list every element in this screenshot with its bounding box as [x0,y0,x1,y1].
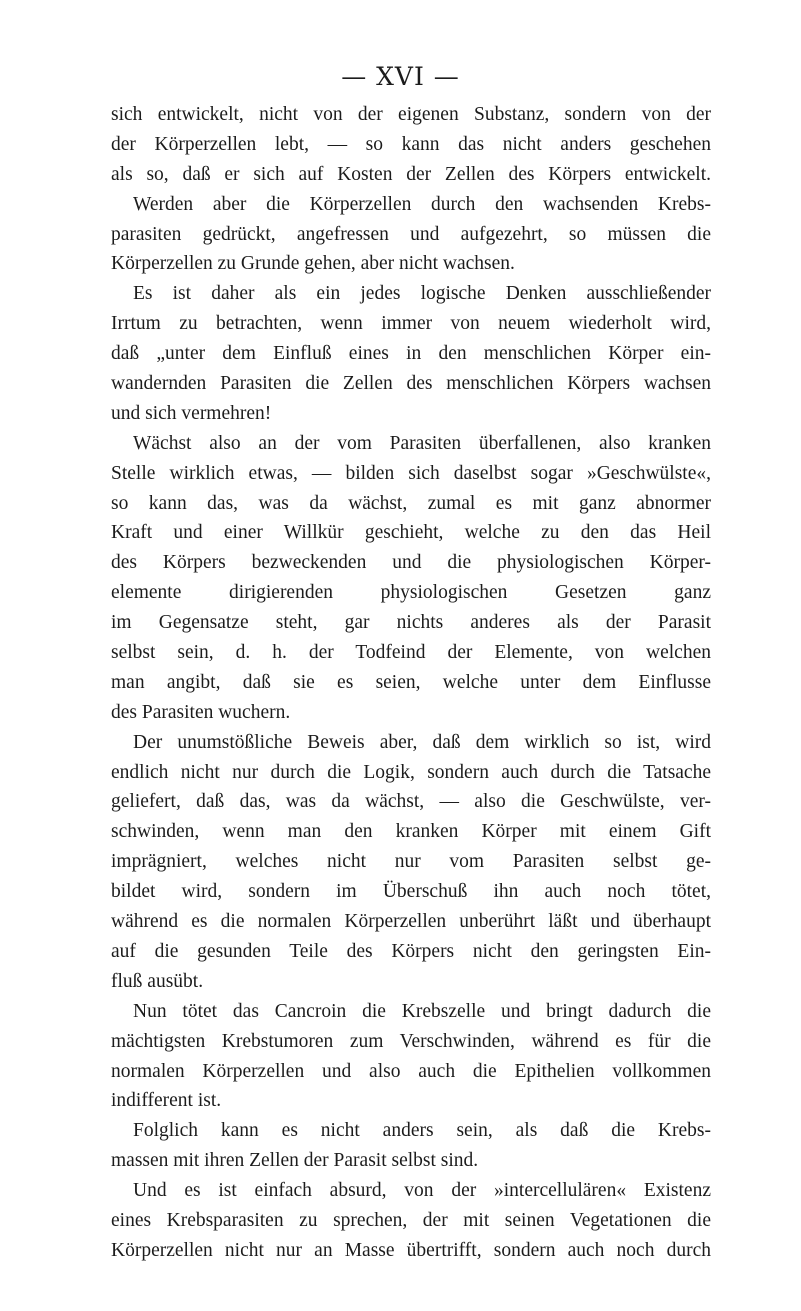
page-number-header: — XVI — [341,62,460,91]
text-line: Nun tötet das Cancroin die Krebszelle und bringt dadurch die [133,1000,711,1022]
text-line: im Gegensatze steht, gar nichts anderes als der Parasit [111,612,711,634]
text-line: so kann das, was da wächst, zumal es mit ganz abnormer [111,492,711,514]
text-line: und sich vermehren! [111,402,272,424]
text-line: Stelle wirklich etwas, — bilden sich daselbst sogar »Geschwülste«, [111,462,711,484]
text-line: des Körpers bezweckenden und die physiologischen Körper- [111,552,711,574]
text-line: während es die normalen Körperzellen unberührt läßt und überhaupt [111,911,711,933]
text-line: des Parasiten wuchern. [111,701,291,723]
text-line: fluß ausübt. [111,970,204,992]
text-line: daß „unter dem Einfluß eines in den menschlichen Körper ein- [111,343,711,365]
text-line: massen mit ihren Zellen der Parasit selbst sind. [111,1150,479,1172]
text-line: selbst sein, d. h. der Todfeind der Elemente, von welchen [111,642,711,664]
text-line: Und es ist einfach absurd, von der »intercellulären« Existenz [133,1180,711,1202]
text-line: sich entwickelt, nicht von der eigenen Substanz, sondern von der [111,104,711,125]
text-line: normalen Körperzellen und also auch die Epithelien vollkommen [111,1060,711,1082]
text-line: wandernden Parasiten die Zellen des menschlichen Körpers wachsen [111,373,711,395]
text-line: indifferent ist. [111,1090,222,1112]
body-text [111,100,711,1266]
text-line: Körperzellen zu Grunde gehen, aber nicht wachsen. [111,253,515,275]
text-line: als so, daß er sich auf Kosten der Zellen des Körpers entwickelt. [111,163,711,185]
text-line: auf die gesunden Teile des Körpers nicht den geringsten Ein- [111,940,711,962]
text-line: parasiten gedrückt, angefressen und aufgezehrt, so müssen die [111,223,711,245]
text-line: Körperzellen nicht nur an Masse übertrifft, sondern auch noch durch [111,1239,711,1261]
text-line: Werden aber die Körperzellen durch den wachsenden Krebs- [133,193,711,215]
text-line: Wächst also an der vom Parasiten überfallenen, also kranken [133,432,711,454]
text-line: man angibt, daß sie es seien, welche unter dem Einflusse [111,671,711,693]
text-line: bildet wird, sondern im Überschuß ihn auch noch tötet, [111,881,711,903]
text-line: imprägniert, welches nicht nur vom Parasiten selbst ge- [111,851,711,873]
text-line: Es ist daher als ein jedes logische Denken ausschließender [133,283,711,305]
text-line: mächtigsten Krebstumoren zum Verschwinden, während es für die [111,1030,711,1052]
text-line: eines Krebsparasiten zu sprechen, der mit seinen Vegetationen die [111,1209,711,1231]
text-line: der Körperzellen lebt, — so kann das nicht anders geschehen [111,133,711,155]
text-line: elemente dirigierenden physiologischen Gesetzen ganz [111,582,711,604]
text-line: Folglich kann es nicht anders sein, als daß die Krebs- [133,1120,711,1142]
text-line: Irrtum zu betrachten, wenn immer von neuem wiederholt wird, [111,313,711,335]
text-line: Kraft und einer Willkür geschieht, welche zu den das Heil [111,522,711,544]
text-line: geliefert, daß das, was da wächst, — also die Geschwülste, ver- [111,791,711,813]
text-line: Der unumstößliche Beweis aber, daß dem wirklich so ist, wird [133,731,711,753]
text-line: endlich nicht nur durch die Logik, sondern auch durch die Tatsache [111,761,711,783]
text-line: schwinden, wenn man den kranken Körper mit einem Gift [111,821,711,843]
